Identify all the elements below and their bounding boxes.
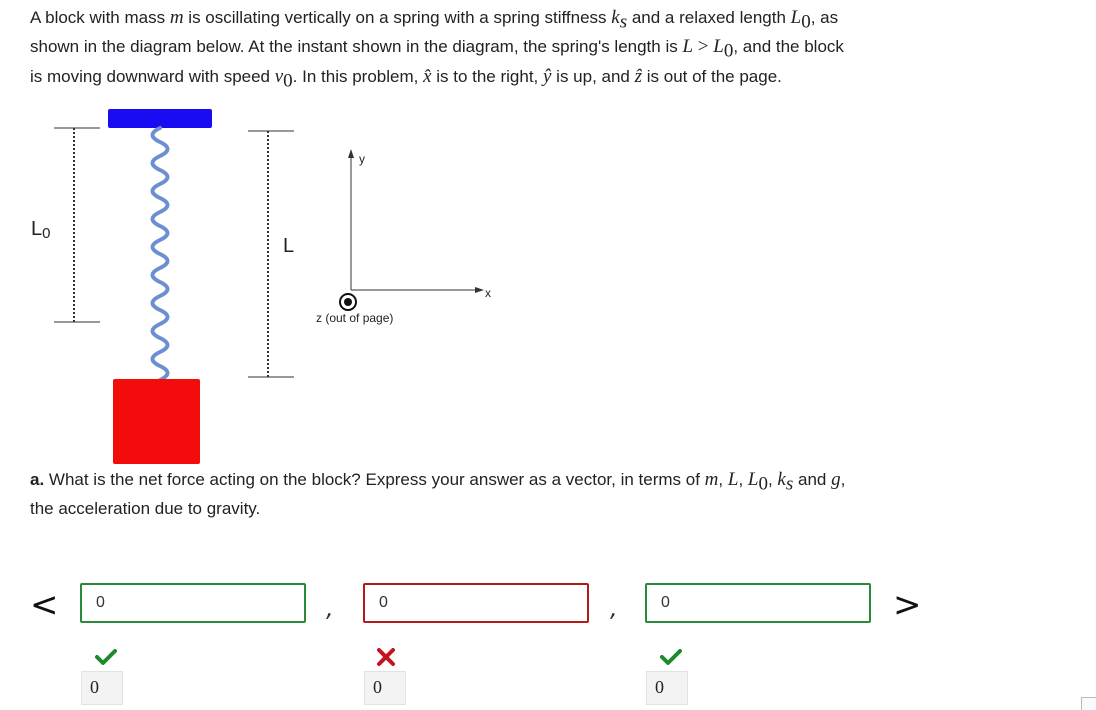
math-xhat: x̂ [423,65,432,87]
correct-check-icon [95,646,117,668]
problem-text: is oscillating vertically on a spring with a spring stiffness [183,8,612,27]
math-L0-sub: 0 [801,11,811,33]
question-text: , [767,470,778,489]
math-yhat: ŷ [543,65,552,87]
question-text: , [840,470,846,489]
z-component-input[interactable] [645,583,871,623]
problem-text: shown in the diagram below. At the instant shown in the diagram, the spring's length is [30,37,683,57]
vector-open-bracket: < [30,585,59,625]
y-component-preview: 0 [364,671,406,705]
problem-text: is moving downward with speed [30,66,275,86]
x-component-preview: 0 [81,671,123,705]
block-mass [113,379,200,464]
math-zhat: ẑ [634,65,643,87]
problem-line-2 [30,34,1070,63]
question-line-2: the acceleration due to gravity. [30,499,261,519]
question-text: and [793,470,832,489]
z-axis-dot [344,298,352,306]
problem-line-1 [30,5,1070,34]
question-text: , [738,470,748,489]
math-L0: L [790,7,802,28]
vector-close-bracket: > [893,585,922,625]
math-L0: L [747,469,759,490]
math-m: m [169,7,184,28]
math-g: g [831,469,841,490]
partial-widget-edge [1081,697,1096,710]
problem-text: A block with mass [30,8,170,27]
component-separator: , [326,594,334,622]
y-component-input[interactable] [363,583,589,623]
y-axis-arrowhead [348,149,354,158]
problem-statement [30,5,1070,93]
incorrect-x-icon [375,646,397,668]
z-axis-label: z (out of page) [316,311,394,325]
x-axis-arrowhead [475,287,484,293]
math-L0-sub: 0 [758,473,768,495]
problem-text: is up, and [551,66,635,86]
spring-block-diagram [0,100,520,470]
math-L0-sub: 0 [723,40,734,62]
math-v0: v [274,65,284,87]
math-gt: > [693,36,714,58]
math-ks: k [611,7,620,28]
question-text: What is the net force acting on the block? Express your answer as a vector, in terms of [44,470,705,489]
math-ks-sub: s [619,11,628,33]
math-L: L [682,36,694,58]
x-component-input[interactable] [80,583,306,623]
problem-text: and a relaxed length [627,8,791,27]
problem-line-3 [30,64,1070,93]
vector-answer-row [0,580,1096,710]
math-m: m [704,469,719,490]
L-label: L [283,235,295,257]
L0-label: L0 [31,218,51,242]
math-L0: L [713,36,724,58]
question-line-1 [30,467,1030,496]
spring [153,128,168,380]
x-axis-label: x [485,286,491,300]
math-L: L [727,469,739,490]
question-label: a. [30,470,45,489]
question-text: , [718,470,728,489]
math-v0-sub: 0 [283,70,293,92]
math-ks-sub: s [785,473,794,495]
problem-text: is out of the page. [642,66,782,86]
component-separator: , [610,594,618,622]
ceiling-support [108,109,212,128]
problem-text: , and the block [733,37,844,57]
problem-text: , as [810,8,839,27]
math-ks: k [777,469,786,490]
z-component-preview: 0 [646,671,688,705]
question-part-a [30,467,1030,521]
correct-check-icon [660,646,682,668]
problem-text: . In this problem, [292,66,424,86]
problem-text: is to the right, [431,66,543,86]
y-axis-label: y [359,152,365,166]
